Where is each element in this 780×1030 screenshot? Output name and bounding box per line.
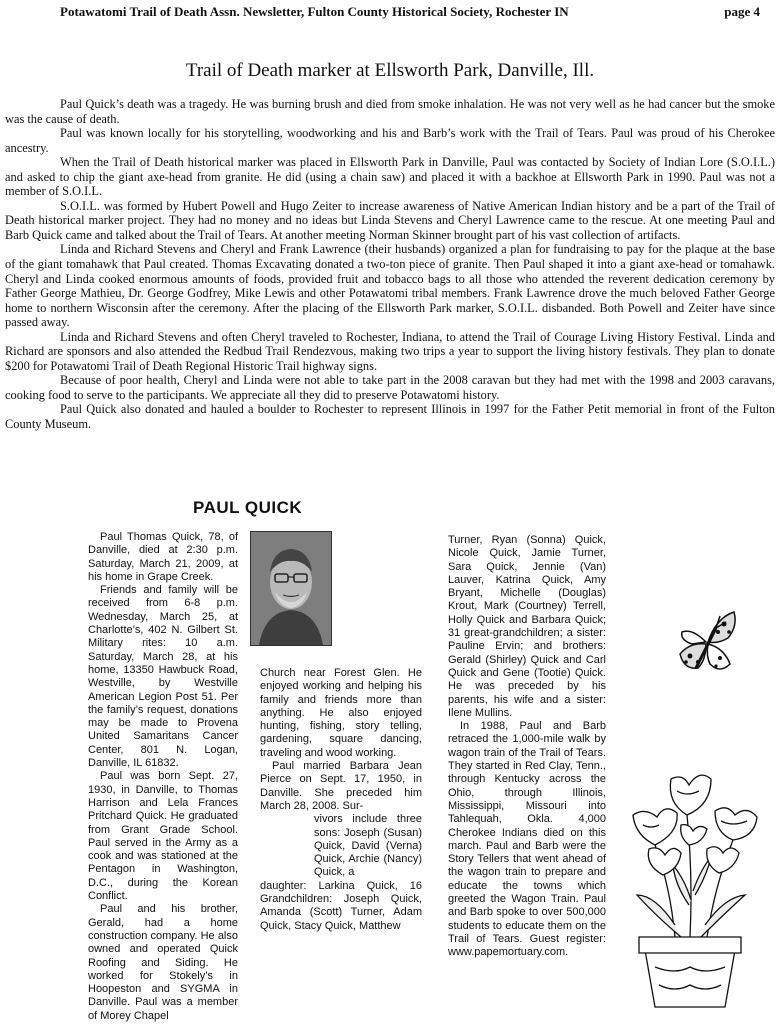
article-paragraph: S.O.I.L. was formed by Hubert Powell and Hugo Zeiter to increase awareness of Native American Indian history and be a part of the Trail of Death historical marker project. They had no money and no ideas but Linda Stevens and Cheryl Lawrence came to the rescue. At one meeting Paul and Barb Quick came and talked about the Trail of Tears. At another meeting Norman Skinner brought part of his vast collection of artifacts. bbox=[5, 198, 775, 242]
obituary-paragraph: Paul married Barbara Jean Pierce on Sept. 17, 1950, in Danville. She preceded him March 28, 2008. Sur- bbox=[260, 760, 422, 812]
article-paragraph: When the Trail of Death historical marker was placed in Ellsworth Park in Danville, Paul was contacted by Society of Indian Lore (S.O.I.L.) and asked to chip the giant axe-head from granite. He did (using a chain saw) and placed it with a backhoe at Ellsworth Park in 1990. Paul was not a member of S.O.I.L. bbox=[5, 155, 775, 199]
obituary-paragraph: daughter: Larkina Quick, 16 Grandchildren: Joseph Quick, Amanda (Scott) Turner, Adam Quick, Stacy Quick, Matthew bbox=[260, 879, 422, 932]
article-title: Trail of Death marker at Ellsworth Park, Danville, Ill. bbox=[185, 60, 595, 81]
obituary-paragraph: In 1988, Paul and Barb retraced the 1,000-mile walk by wagon train of the Trail of Tears. They started in Red Clay, Tenn., through Kentucky across the Ohio, through Illinois, Mississippi, Missouri into Tahlequah, Okla. 4,000 Cherokee Indians died on this march. Paul and Barb were the Story Tellers that went ahead of the wagon train to prepare and educate the towns which greeted the Wagon Train. Paul and Barb spoke to over 500,000 students to educate them on the Trail of Tears. Guest register: www.papemortuary.com. bbox=[448, 720, 606, 959]
page-number: page 4 bbox=[724, 4, 760, 19]
portrait-photo bbox=[250, 531, 332, 646]
butterfly-icon bbox=[672, 608, 742, 678]
obituary-column-3 bbox=[448, 534, 606, 960]
portrait-photo-icon bbox=[251, 532, 331, 645]
flower-pot-icon bbox=[615, 745, 765, 1010]
article-paragraph: Linda and Richard Stevens and often Cheryl traveled to Rochester, Indiana, to attend the Trail of Courage Living History Festival. Linda and Richard are sponsors and also attended the Redbud Trail Rendezvous, making two trips a year to support the living history festivals. They plan to donate $200 for Potawatomi Trail of Death Regional Historic Trail highway signs. bbox=[5, 329, 775, 373]
newsletter-header bbox=[60, 4, 760, 20]
article-paragraph: Because of poor health, Cheryl and Linda were not able to take part in the 2008 caravan but they had met with the 1998 and 2003 caravans, cooking food to serve to the participants. We appreciate all they did to preserve Potawatomi history. bbox=[5, 373, 775, 402]
article-paragraph: Paul Quick also donated and hauled a boulder to Rochester to represent Illinois in 1997 for the Father Petit memorial in front of the Fulton County Museum. bbox=[5, 402, 775, 432]
obituary-paragraph-survivors: vivors include three sons: Joseph (Susan) Quick, David (Verna) Quick, Archie (Nancy) Quick, a bbox=[314, 813, 422, 879]
obituary-title: PAUL QUICK bbox=[193, 498, 303, 517]
publication-line: Potawatomi Trail of Death Assn. Newsletter, Fulton County Historical Society, Rochester IN bbox=[60, 4, 569, 19]
obituary-paragraph: Paul was born Sept. 27, 1930, in Danville, to Thomas Harrison and Lela Frances Pritchard Quick. He graduated from Grant Grade School. Paul served in the Army as a cook and was stationed at the Pentagon in Washington, D.C., during the Korean Conflict. bbox=[88, 770, 238, 903]
obituary-column-1 bbox=[88, 531, 238, 1023]
obituary-paragraph: Turner, Ryan (Sonna) Quick, Nicole Quick, Jamie Turner, Sara Quick, Jennie (Van) Lauver, Katrina Quick, Amy Bryant, Michelle (Douglas) Krout, Mark (Courtney) Terrell, Holly Quick and Barbara Quick; 31 great-grandchildren; a sister: Pauline Ervin; and brothers: Gerald (Shirley) Quick and Carl Quick and Gene (Tootie) Quick. He was preceded by his parents, his wife and a sister: Ilene Mullins. bbox=[448, 534, 606, 719]
article-paragraph: Linda and Richard Stevens and Cheryl and Frank Lawrence (their husbands) organized a plan for fundraising to pay for the plaque at the base of the giant tomahawk that Paul created. Thomas Excavating donated a two-ton piece of granite. Then Paul shaped it into a giant axe-head or tomahawk. Cheryl and Linda cooked enormous amounts of foods, provided fruit and tobacco bags to all those who attended the reverent dedication ceremony by Father George Mathieu, Dr. George Godfrey, Mike Lewis and other Potawatomi tribal members. Frank Lawrence drove the much beloved Father George home to northern Wisconsin after the ceremony. After the placing of the Ellsworth Park marker, S.O.I.L. disbanded. Both Powell and Zeiter have since passed away. bbox=[5, 242, 775, 330]
obituary-paragraph: Friends and family will be received from 6-8 p.m. Wednesday, March 25, at Charlotte’s, 402 N. Gilbert St. Military rites: 10 a.m. Saturday, March 28, at his home, 13350 Hawbuck Road, Westville, by Westville American Legion Post 51. Per the family’s request, donations may be made to Provena United Samaritans Cancer Center, 801 N. Logan, Danville, IL 61832. bbox=[88, 584, 238, 770]
obituary-column-2 bbox=[260, 667, 422, 933]
obituary-paragraph: Paul and his brother, Gerald, had a home construction company. He also owned and operated Quick Roofing and Siding. He worked for Stokely’s in Hoopeston and SYGMA in Danville. Paul was a member of Morey Chapel bbox=[88, 903, 238, 1022]
article-body bbox=[5, 97, 775, 432]
obituary-paragraph: Church near Forest Glen. He enjoyed working and helping his family and friends more than anything. He also enjoyed hunting, fishing, story telling, gardening, square dancing, traveling and wood working. bbox=[260, 667, 422, 759]
article-paragraph: Paul was known locally for his storytelling, woodworking and his and Barb’s work with the Trail of Tears. Paul was proud of his Cherokee ancestry. bbox=[5, 126, 775, 155]
obituary-paragraph: Paul Thomas Quick, 78, of Danville, died at 2:30 p.m. Saturday, March 21, 2009, at his home in Grape Creek. bbox=[88, 531, 238, 583]
article-paragraph: Paul Quick’s death was a tragedy. He was burning brush and died from smoke inhalation. He was not very well as he had cancer but the smoke was the cause of death. bbox=[5, 97, 775, 126]
